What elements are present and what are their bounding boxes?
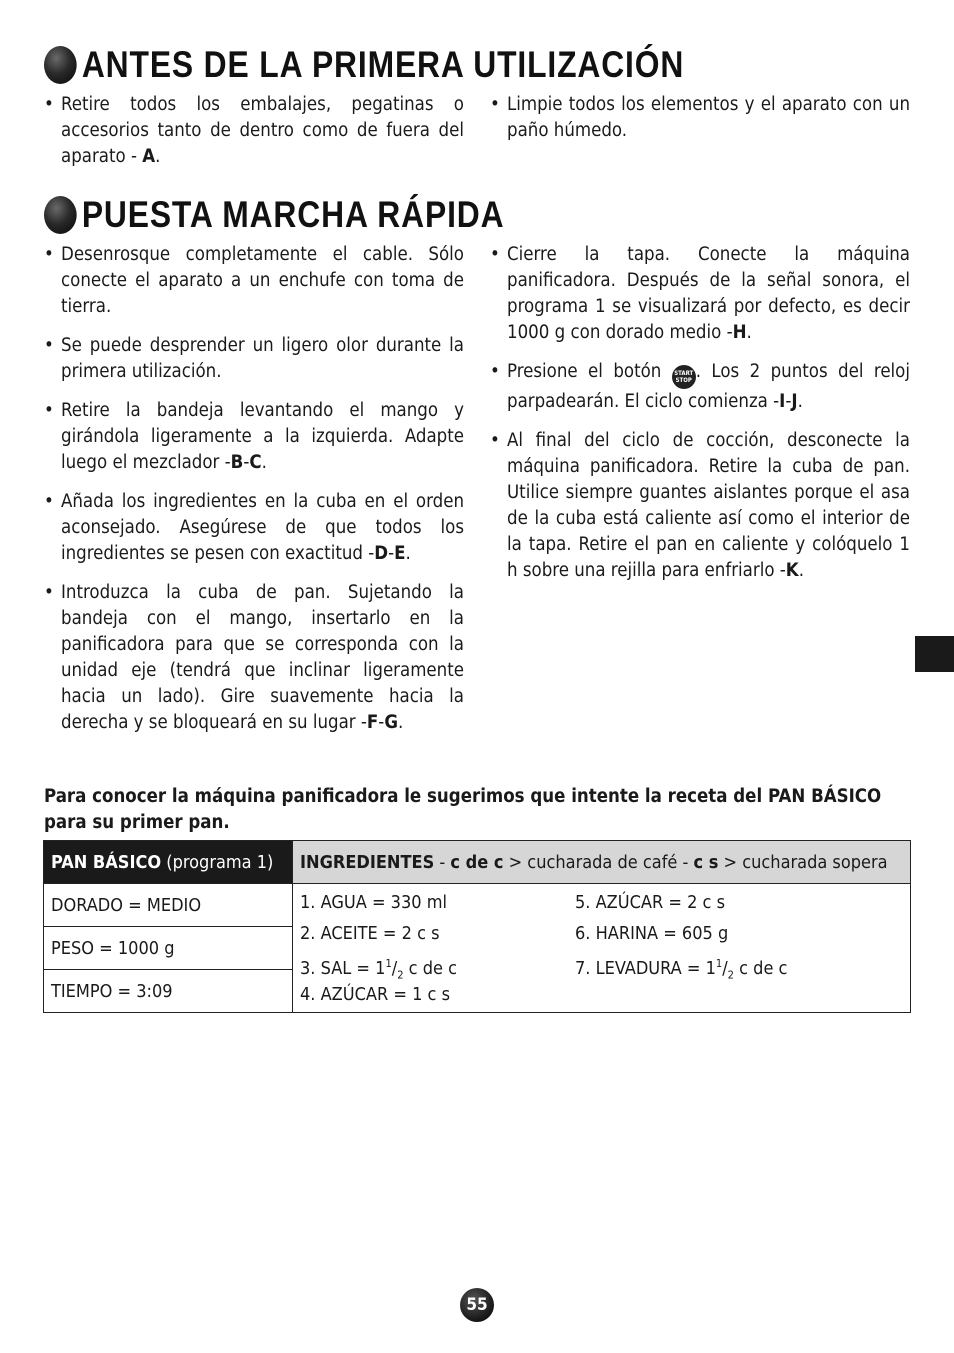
section2-right-column [490,242,910,597]
list-item: • Retire todos los embalajes, pegatinas o accesorios tanto de dentro como de fuera del aparato - A. [44,92,464,170]
list-item: • Introduzca la cuba de pan. Sujetando la bandeja con el mango, insertarlo en la panificadora para que se corresponda con la unidad eje (tendrá que inclinar ligeramente hacia un lado). Gire suavemente hacia la derecha y se bloqueará en su lugar -F-G. [44,580,464,736]
list-item: • Cierre la tapa. Conecte la máquina panificadora. Después de la señal sonora, el programa 1 se visualizará por defecto, es decir 1000 g con dorado medio -H. [490,242,910,346]
list-item: • Retire la bandeja levantando el mango y girándola ligeramente a la izquierda. Adapte luego el mezclador -B-C. [44,398,464,476]
ingredients-column-2 [575,888,850,1010]
recipe-header-ingredients: INGREDIENTES - c de c > cucharada de café - c s > cucharada sopera [293,841,911,884]
bullet-ball-icon [44,196,77,234]
list-item: • Al final del ciclo de cocción, desconecte la máquina panificadora. Retire la cuba de pan. Utilice siempre guantes aislantes porque el asa de la cuba está caliente así como el interior de la tapa. Retire el pan en caliente y colóquelo 1 h sobre una rejilla para enfriarlo -K. [490,428,910,584]
list-item: • Desenrosque completamente el cable. Sólo conecte el aparato a un enchufe con toma de tierra. [44,242,464,320]
section-title-antes: ANTES DE LA PRIMERA UTILIZACIÓN [44,44,684,86]
ingredient-item: 6. HARINA = 605 g [575,922,729,944]
ingredients-list [293,884,911,1013]
recipe-table [43,840,911,1013]
ingredient-item: 1. AGUA = 330 ml [300,892,447,913]
section1-right-column [490,92,910,157]
ingredient-item: 5. AZÚCAR = 2 c s [575,892,726,913]
ingredients-column-1 [300,888,575,1010]
ingredient-item: 4. AZÚCAR = 1 c s [300,983,451,1005]
section1-left-column [44,92,464,183]
start-stop-icon: START STOP [672,365,696,389]
list-item: • Limpie todos los elementos y el aparato con un paño húmedo. [490,92,910,144]
page-number: 55 [460,1288,494,1322]
ingredient-item: 2. ACEITE = 2 c s [300,922,440,944]
recipe-intro: Para conocer la máquina panificadora le sugerimos que intente la receta del PAN BÁSICO para su primer pan. [44,786,882,833]
ingredient-item: 7. LEVADURA = $1^1/_2$ c de c [575,957,788,982]
section-title-puesta: PUESTA MARCHA RÁPIDA [44,194,504,236]
recipe-setting-dorado: DORADO = MEDIO [44,884,293,927]
section2-left-column [44,242,464,749]
list-item: • Se puede desprender un ligero olor durante la primera utilización. [44,333,464,385]
recipe-header-program: PAN BÁSICO (programa 1) [44,841,293,884]
recipe-setting-tiempo: TIEMPO = 3:09 [44,970,293,1013]
list-item: • Presione el botón START STOP . Los 2 puntos del reloj parpadearán. El ciclo comienza -I-J. [490,359,910,415]
ingredient-item: 3. SAL = $1^1/_2$ c de c [300,957,457,982]
bullet-ball-icon [44,46,77,84]
side-tab-marker [915,636,954,672]
recipe-setting-peso: PESO = 1000 g [44,927,293,970]
list-item: • Añada los ingredientes en la cuba en el orden aconsejado. Asegúrese de que todos los ingredientes se pesen con exactitud -D-E. [44,489,464,567]
